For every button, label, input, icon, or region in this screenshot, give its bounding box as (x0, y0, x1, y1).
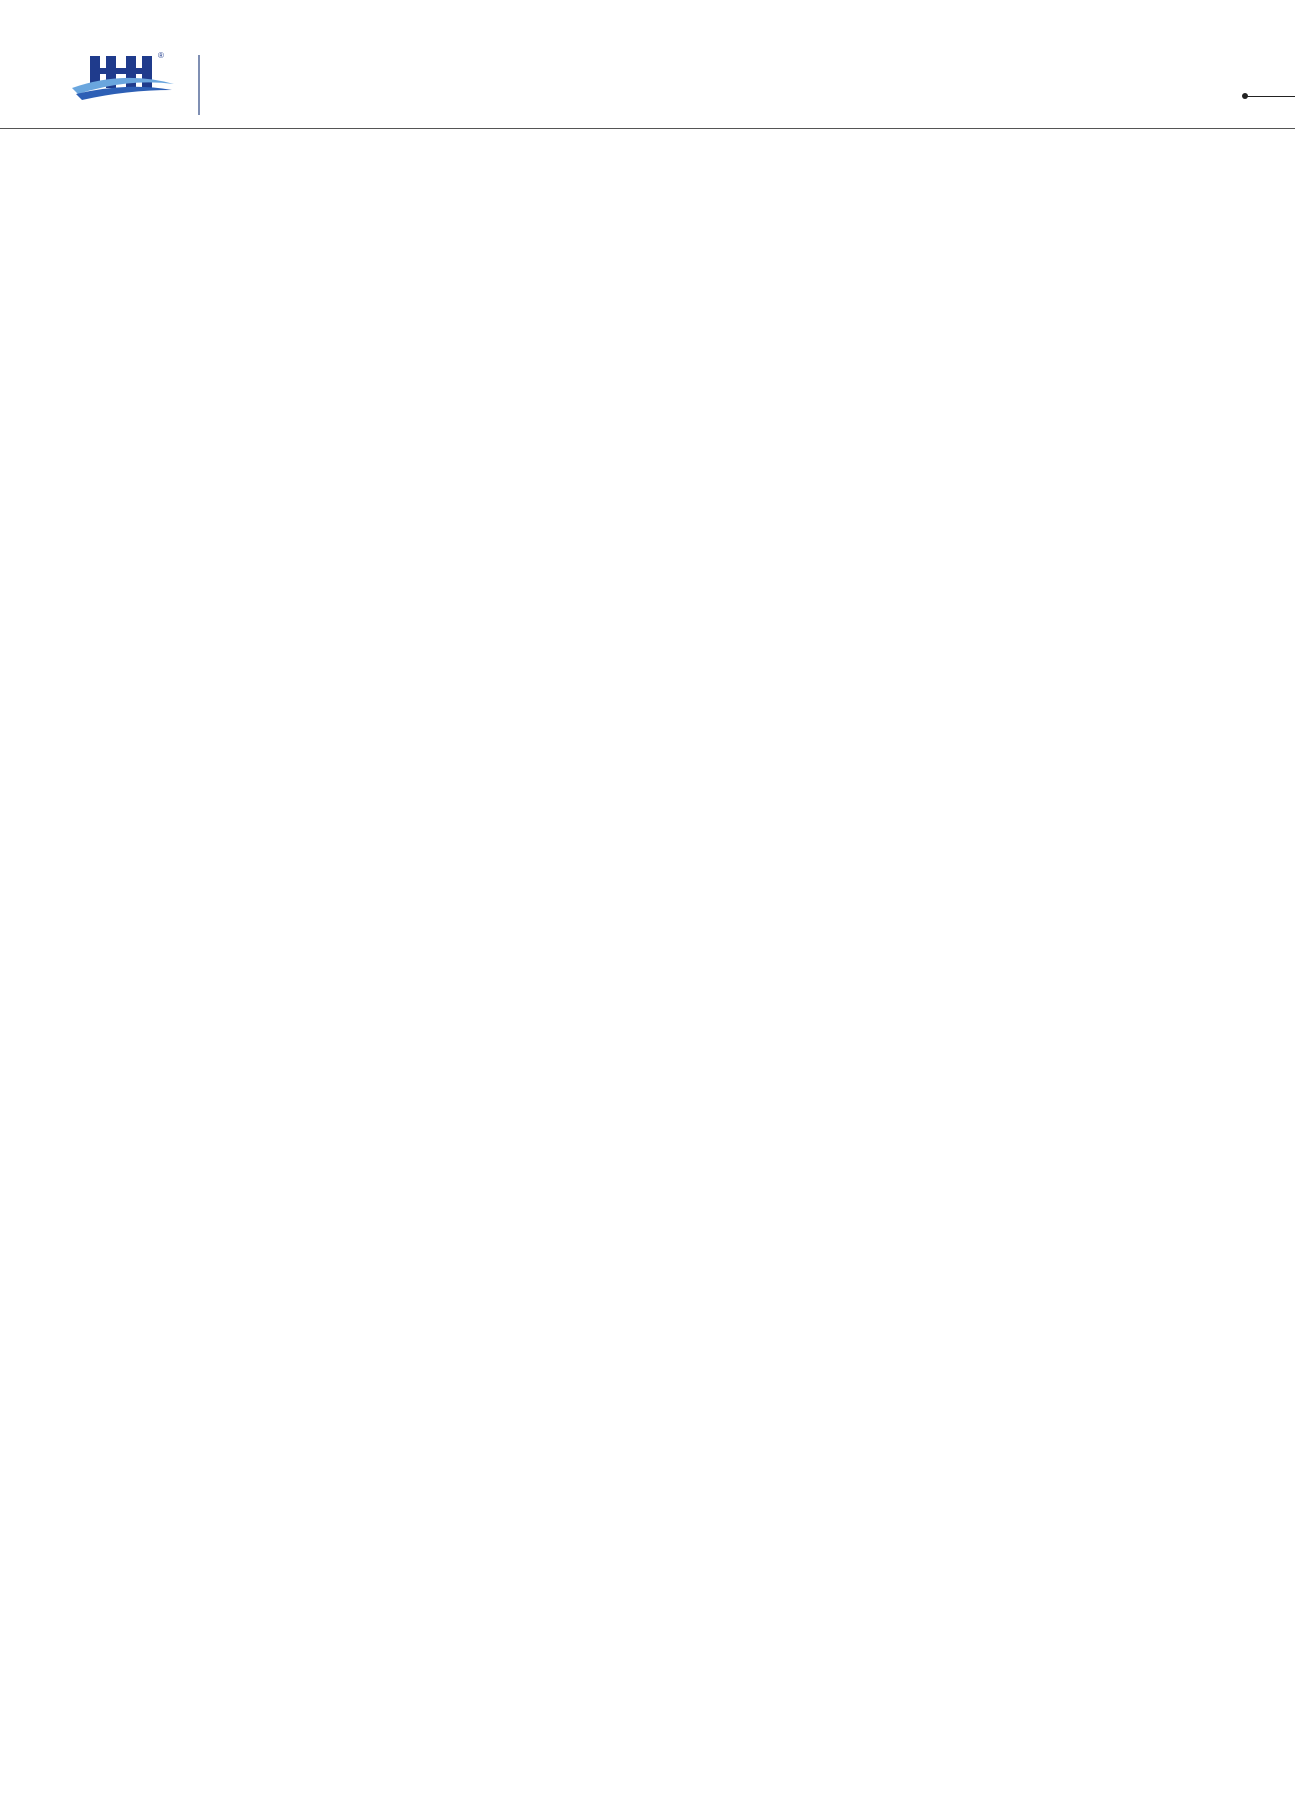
logo-separator (198, 55, 200, 115)
company-logo-icon (68, 48, 178, 118)
svg-text:®: ® (158, 51, 164, 60)
page-header (0, 0, 1295, 130)
header-divider (0, 128, 1295, 129)
title-line (1245, 96, 1295, 97)
